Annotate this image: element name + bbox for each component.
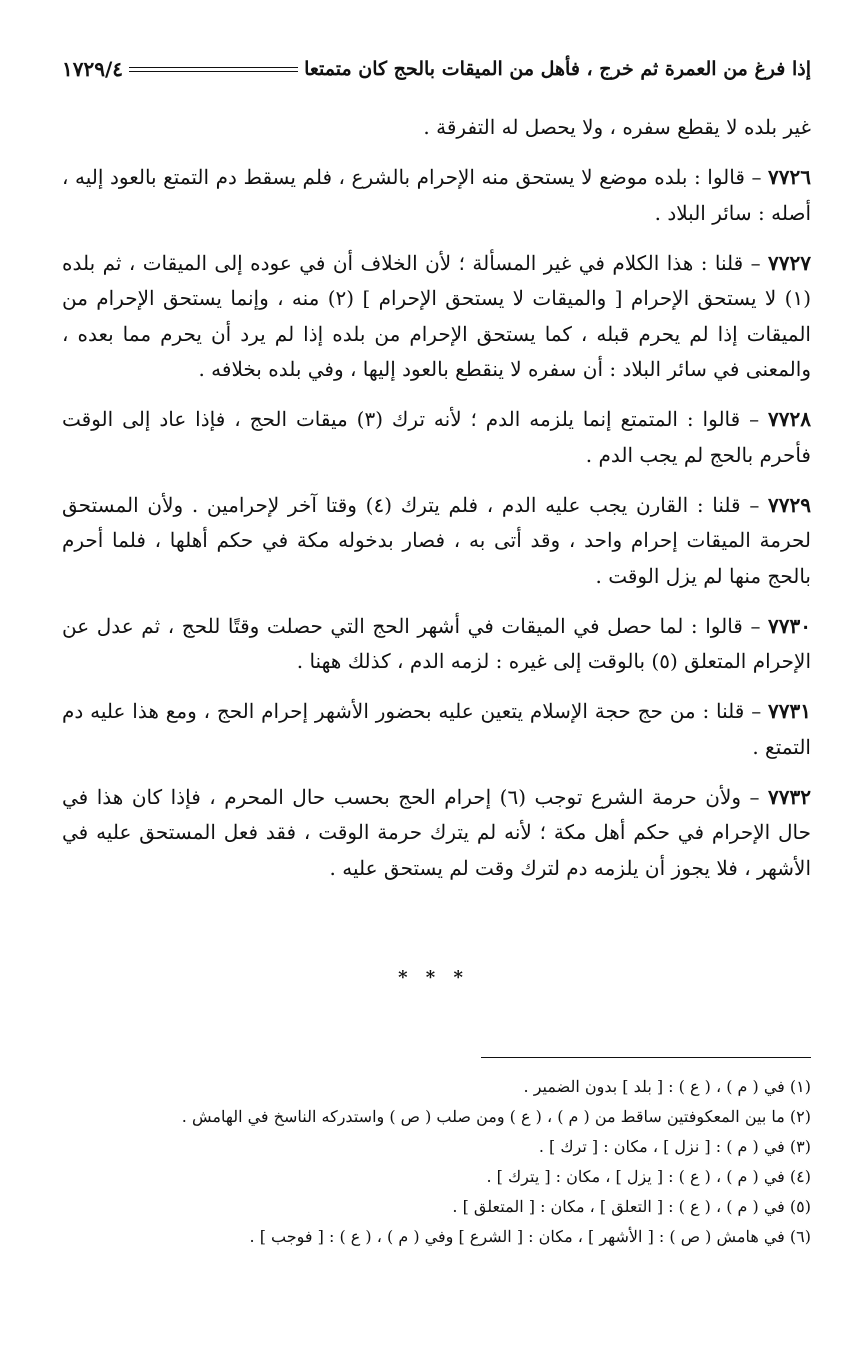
- footnote: (٤) في ( م ) ، ( ع ) : [ يزل ] ، مكان : [ يترك ] .: [486, 1167, 811, 1186]
- footnote: (٦) في هامش ( ص ) : [ الأشهر ] ، مكان : [ الشرع ] وفي ( م ) ، ( ع ) : [ فوجب ] .: [249, 1227, 811, 1246]
- paragraph: [62, 110, 811, 146]
- footnotes: [62, 1072, 811, 1252]
- paragraph: [62, 488, 811, 595]
- footnote: (٣) في ( م ) : [ نزل ] ، مكان : [ ترك ] .: [538, 1137, 811, 1156]
- paragraph-text: – قالوا : لما حصل في الميقات في أشهر الحج التي حصلت وقتًا للحج ، ثم عدل عن الإحرام المتعلق (٥) بالوقت إلى غيره : لزمه الدم ، كذلك ههنا .: [62, 613, 811, 673]
- paragraph: [62, 780, 811, 887]
- paragraph-number: ٧٧٣١: [768, 699, 811, 723]
- paragraph: [62, 609, 811, 680]
- main-text: [62, 110, 811, 901]
- paragraph-text: – قلنا : من حج حجة الإسلام يتعين عليه بحضور الأشهر إحرام الحج ، ومع هذا عليه دم التمتع .: [62, 699, 811, 759]
- footnote: (٢) ما بين المعكوفتين ساقط من ( م ) ، ( ع ) ومن صلب ( ص ) واستدركه الناسخ في الهامش .: [181, 1107, 811, 1126]
- paragraph-text: – قالوا : بلده موضع لا يستحق منه الإحرام بالشرع ، فلم يسقط دم التمتع بالعود إليه ، أصله : سائر البلاد .: [62, 165, 811, 225]
- paragraph: [62, 402, 811, 473]
- paragraph-number: ٧٧٢٩: [768, 492, 811, 517]
- paragraph: [62, 246, 811, 388]
- paragraph-text: – قلنا : القارن يجب عليه الدم ، فلم يترك (٤) وقتا آخر لإحرامين . ولأن المستحق لحرمة الميقات إحرام واحد ، وقد أتى به ، فصار بدخوله مكة في حكم أهلها ، فلما أحرم بالحج منها لم يزل الوقت .: [62, 492, 811, 588]
- header-title: إذا فرغ من العمرة ثم خرج ، فأهل من الميقات بالحج كان متمتعا: [304, 58, 811, 80]
- footnote: (١) في ( م ) ، ( ع ) : [ بلد ] بدون الضمير .: [523, 1077, 811, 1096]
- page-number: ١٧٢٩/٤: [62, 57, 124, 81]
- paragraph-number: ٧٧٢٧: [768, 250, 811, 275]
- section-separator: * * *: [398, 967, 469, 988]
- paragraph-number: ٧٧٢٨: [768, 407, 811, 431]
- paragraph-number: ٧٧٣٠: [768, 613, 811, 638]
- footnote: (٥) في ( م ) ، ( ع ) : [ التعلق ] ، مكان : [ المتعلق ] .: [452, 1197, 811, 1216]
- paragraph-text: – قالوا : المتمتع إنما يلزمه الدم ؛ لأنه ترك (٣) ميقات الحج ، فإذا عاد إلى الوقت فأحرم بالحج لم يجب الدم .: [62, 407, 811, 467]
- footnote-divider: [481, 1057, 811, 1058]
- paragraph-number: ٧٧٢٦: [768, 165, 811, 189]
- paragraph-text: – قلنا : هذا الكلام في غير المسألة ؛ لأن الخلاف أن في عوده إلى الميقات ، ثم بلده (١) لا يستحق الإحرام [ والميقات لا يستحق الإحرام ] (٢) منه ، وإنما يستحق الإحرام من الميقات إذا لم يحرم قبله ، كما يستحق الإحرام من بلده إذا لم يرد أن يحرم مما بعده ، والمعنى في سائر البلاد : أن سفره لا ينقطع بالعود إليها ، وفي بلده بخلافه .: [62, 250, 811, 381]
- header-double-rule: [129, 67, 298, 72]
- paragraph-number: ٧٧٣٢: [768, 784, 811, 809]
- paragraph-text: غير بلده لا يقطع سفره ، ولا يحصل له التفرقة .: [423, 115, 811, 139]
- running-header: [62, 52, 811, 86]
- paragraph: [62, 160, 811, 231]
- paragraph-text: – ولأن حرمة الشرع توجب (٦) إحرام الحج بحسب حال المحرم ، فإذا كان هذا في حال الإحرام في حكم أهل مكة ؛ لأنه لم يترك حرمة الوقت ، فقد فعل المستحق عليه في الأشهر ، فلا يجوز أن يلزمه دم لترك وقت لم يستحق عليه .: [62, 784, 811, 880]
- paragraph: [62, 694, 811, 765]
